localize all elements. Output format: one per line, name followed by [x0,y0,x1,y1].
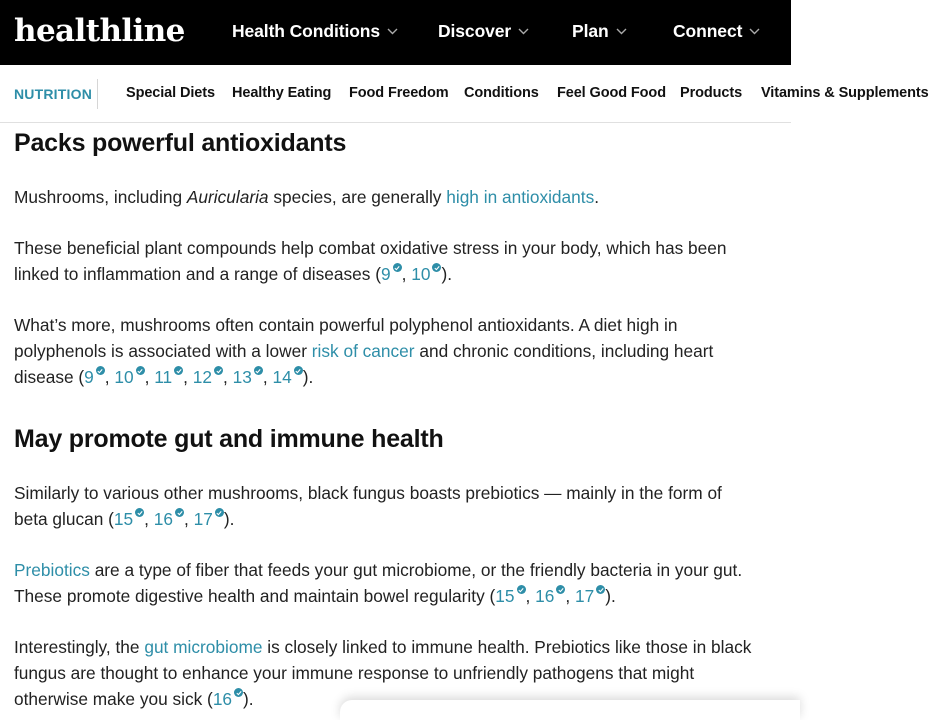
citation-link[interactable] [381,264,402,284]
verified-check-icon [393,263,402,272]
citation-link[interactable] [114,367,144,387]
nav-connect[interactable] [673,20,760,42]
subnav-feel-good-food[interactable]: Feel Good Food [557,85,666,101]
healthline-logo[interactable]: healthline [14,13,185,49]
citation-number: 9 [380,264,391,284]
section-heading-antioxidants: Packs powerful antioxidants [14,129,347,157]
citation-number: 15 [495,586,515,606]
subnav-divider [97,79,98,109]
citation-link[interactable] [233,367,263,387]
citation-number: 16 [212,689,233,709]
citation-link[interactable] [193,367,223,387]
verified-check-icon [174,366,183,375]
link-prebiotics[interactable]: Prebiotics [14,560,90,580]
citation-link[interactable] [84,367,105,387]
verified-check-icon [556,585,565,594]
paragraph-oxidative-stress: These beneficial plant compounds help combat oxidative stress in your body, which has been linked to inflammation and a range of diseases (9 , 10 ). [14,238,727,284]
citation-link[interactable] [194,509,224,529]
citation-number: 12 [192,367,212,387]
citation-link[interactable] [154,509,184,529]
verified-check-icon [215,508,224,517]
citation-link[interactable] [411,264,441,284]
link-risk-of-cancer[interactable]: risk of cancer [311,341,415,361]
nav-plan[interactable] [572,20,627,42]
citation-link[interactable] [114,509,144,529]
nav-label: Discover [438,20,512,41]
verified-check-icon [294,366,303,375]
citation-link[interactable] [535,586,565,606]
subnav-nutrition[interactable]: NUTRITION [14,86,93,102]
citation-number: 17 [193,509,213,529]
subnav-products[interactable]: Products [680,85,743,101]
section-heading-gut-immune: May promote gut and immune health [14,425,444,453]
paragraph-gut-microbiome-immunity: Interestingly, the gut microbiome is closely linked to immune health. Prebiotics like those in black fungus are thought to enhance your immune response to unfriendly pathogens that might otherwise make you sick (16 ). [14,637,752,709]
citation-number: 9 [84,367,94,387]
citation-link[interactable] [495,586,525,606]
top-navigation-bar [0,0,791,65]
nav-label: Health Conditions [232,20,381,41]
verified-check-icon [96,366,105,375]
citation-link[interactable] [272,367,302,387]
verified-check-icon [517,585,526,594]
subnav-healthy-eating[interactable]: Healthy Eating [232,85,332,101]
citation-number: 16 [535,586,555,606]
verified-check-icon [175,508,184,517]
nav-label: Plan [572,20,609,41]
citation-link[interactable] [154,367,183,387]
citation-number: 17 [574,586,595,606]
subnav-special-diets[interactable]: Special Diets [126,85,215,101]
chevron-down-icon [518,28,529,35]
paragraph-polyphenols: What’s more, mushrooms often contain powerful polyphenol antioxidants. A diet high in polyphenols is associated with a lower risk of cancer and chronic conditions, including heart disease (9 , 10 , 11 , 12 , 13 , 14 ). [14,315,714,387]
link-gut-microbiome[interactable]: gut microbiome [144,637,263,657]
subnav-food-freedom[interactable]: Food Freedom [349,85,449,101]
citation-number: 13 [232,367,252,387]
citation-number: 10 [411,264,431,284]
citation-number: 10 [114,367,134,387]
chevron-down-icon [749,28,760,35]
verified-check-icon [214,366,223,375]
chevron-down-icon [616,28,627,35]
nav-discover[interactable] [438,20,529,42]
verified-check-icon [596,585,605,594]
link-high-in-antioxidants[interactable]: high in antioxidants [446,187,595,207]
chevron-down-icon [387,28,398,35]
verified-check-icon [136,366,145,375]
nav-label: Connect [673,20,743,41]
sub-navigation-bar [0,65,929,123]
paragraph-prebiotics-beta-glucan: Similarly to various other mushrooms, black fungus boasts prebiotics — mainly in the form of beta glucan (15 , 16 , 17 ). [14,483,722,529]
citation-number: 15 [113,509,134,529]
verified-check-icon [254,366,263,375]
subnav-conditions[interactable]: Conditions [464,85,539,101]
citation-link[interactable] [213,689,243,709]
citation-number: 16 [153,509,173,529]
subnav-vitamins-supplements[interactable]: Vitamins & Supplements [761,85,929,101]
verified-check-icon [135,508,144,517]
bottom-popup-panel [340,700,800,720]
paragraph-antioxidants-intro: Mushrooms, including Auricularia species, are generally high in antioxidants. [14,187,600,207]
citation-number: 11 [154,367,173,387]
citation-number: 14 [272,367,292,387]
citation-link[interactable] [575,586,605,606]
verified-check-icon [234,688,243,697]
nav-health-conditions[interactable] [232,20,398,42]
paragraph-prebiotics-definition: Prebiotics are a type of fiber that feeds your gut microbiome, or the friendly bacteria in your gut. These promote digestive health and maintain bowel regularity (15 , 16 , 17 ). [14,560,743,606]
